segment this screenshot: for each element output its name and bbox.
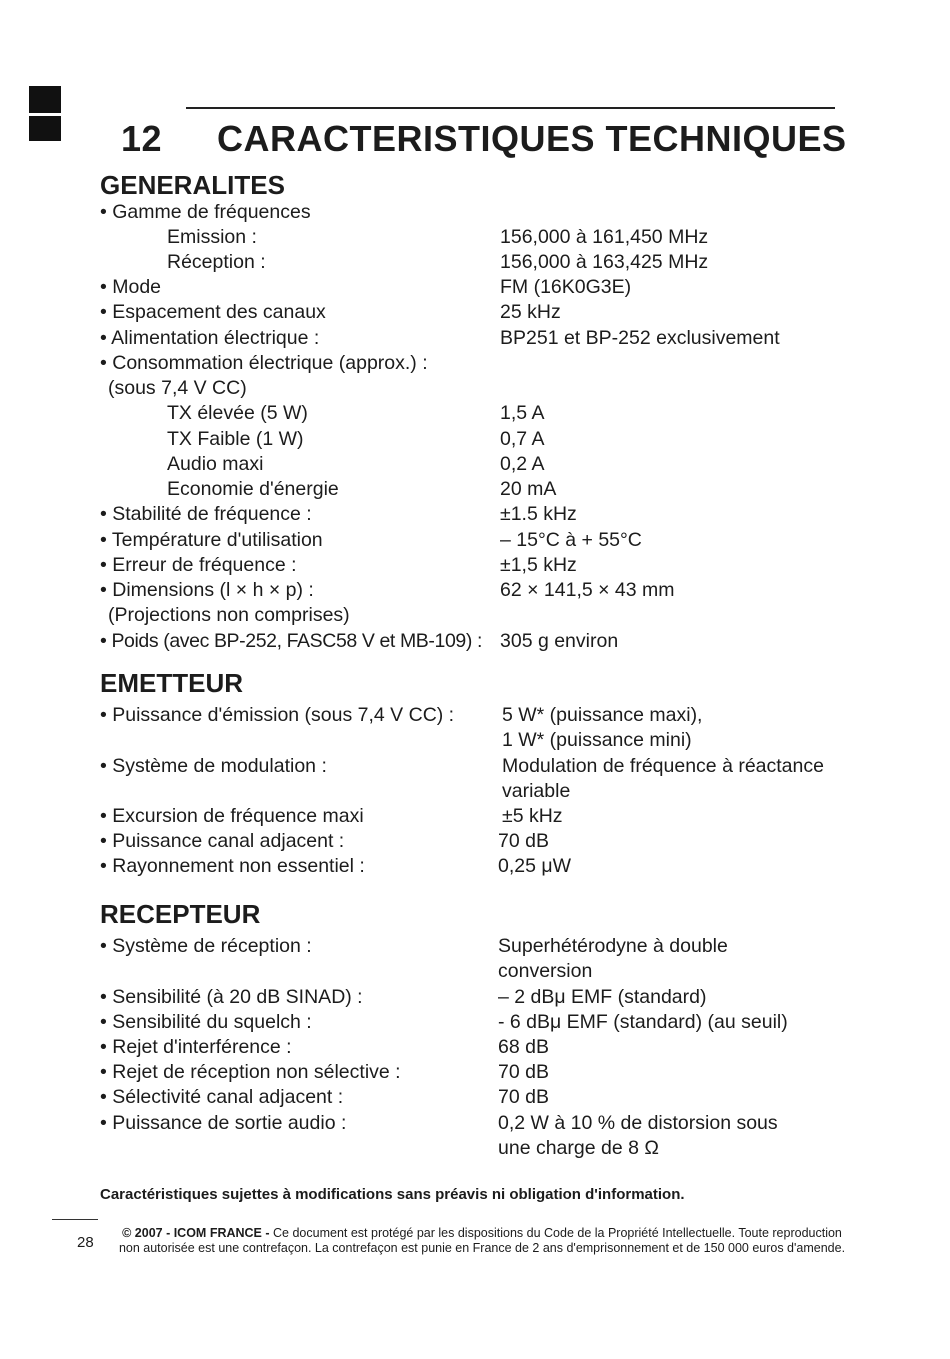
spec-value: 0,25 μW — [498, 855, 572, 877]
spec-label: • Rejet d'interférence : — [100, 1036, 292, 1058]
spec-value: – 15°C à + 55°C — [500, 529, 642, 551]
spec-label: (Projections non comprises) — [108, 604, 350, 626]
spec-label: • Système de réception : — [100, 935, 312, 957]
spec-label: • Rayonnement non essentiel : — [100, 855, 365, 877]
header-rule — [186, 107, 835, 109]
spec-value: 68 dB — [498, 1036, 549, 1058]
chapter-title: CARACTERISTIQUES TECHNIQUES — [217, 118, 847, 159]
copyright-owner: © 2007 - ICOM FRANCE - — [122, 1226, 270, 1240]
spec-label: • Gamme de fréquences — [100, 201, 311, 223]
spec-label: • Puissance de sortie audio : — [100, 1112, 347, 1134]
spec-value: ±5 kHz — [502, 805, 563, 827]
spec-value: 5 W* (puissance maxi), — [502, 704, 703, 726]
spec-label: • Mode — [100, 276, 162, 298]
copyright-text: Ce document est protégé par les dispositions du Code de la Propriété Intellectuelle. Toute reproduction non autorisée est une contrefaçon. La contrefaçon est punie en France de 2 ans d'emprisonnement et de 150 000 euros d'amende. — [118, 1226, 846, 1255]
footer-rule — [52, 1219, 98, 1220]
spec-value: variable — [502, 780, 571, 802]
spec-label: TX élevée (5 W) — [167, 402, 308, 424]
spec-label: • Poids (avec BP-252, FASC58 V et MB-109) : — [100, 630, 482, 652]
spec-value: Modulation de fréquence à réactance — [502, 755, 824, 777]
spec-label: • Alimentation électrique : — [100, 327, 320, 349]
section-title-transmitter: EMETTEUR — [100, 668, 243, 698]
spec-label: • Stabilité de fréquence : — [100, 503, 312, 525]
spec-value: 20 mA — [500, 478, 557, 500]
spec-value: ±1,5 kHz — [500, 554, 577, 576]
spec-label: • Puissance canal adjacent : — [100, 830, 345, 852]
spec-label: • Dimensions (l × h × p) : — [100, 579, 314, 601]
spec-value: Superhétérodyne à double — [498, 935, 728, 957]
spec-value: conversion — [498, 960, 593, 982]
spec-value: 305 g environ — [500, 630, 619, 652]
spec-label: • Sensibilité du squelch : — [100, 1011, 312, 1033]
spec-value: 0,2 W à 10 % de distorsion sous — [498, 1112, 778, 1134]
copyright-notice — [112, 1226, 852, 1256]
spec-value: FM (16K0G3E) — [500, 276, 632, 298]
spec-value: ±1.5 kHz — [500, 503, 577, 525]
spec-label: • Sensibilité (à 20 dB SINAD) : — [100, 986, 363, 1008]
spec-value: 70 dB — [498, 1086, 549, 1108]
section-tab-marker — [29, 116, 61, 141]
spec-label: Emission : — [167, 226, 257, 248]
spec-value: 156,000 à 163,425 MHz — [500, 251, 709, 273]
spec-value: 156,000 à 161,450 MHz — [500, 226, 709, 248]
section-title-general: GENERALITES — [100, 170, 285, 200]
spec-label: • Puissance d'émission (sous 7,4 V CC) : — [100, 704, 455, 726]
spec-label: Economie d'énergie — [167, 478, 339, 500]
section-tab-marker — [29, 86, 61, 113]
spec-value: 25 kHz — [500, 301, 561, 323]
spec-label: Audio maxi — [167, 453, 264, 475]
chapter-heading — [121, 118, 847, 160]
spec-value: - 6 dBμ EMF (standard) (au seuil) — [498, 1011, 788, 1033]
spec-value: 70 dB — [498, 830, 549, 852]
spec-value: 1 W* (puissance mini) — [502, 729, 692, 751]
spec-label: • Espacement des canaux — [100, 301, 326, 323]
spec-value: – 2 dBμ EMF (standard) — [498, 986, 707, 1008]
page-number: 28 — [77, 1234, 94, 1251]
spec-value: une charge de 8 Ω — [498, 1137, 659, 1159]
spec-label: • Rejet de réception non sélective : — [100, 1061, 401, 1083]
spec-value: 0,7 A — [500, 428, 545, 450]
spec-label: • Système de modulation : — [100, 755, 327, 777]
spec-label: Réception : — [167, 251, 266, 273]
spec-value: 62 × 141,5 × 43 mm — [500, 579, 675, 601]
specifications-notice: Caractéristiques sujettes à modifications sans préavis ni obligation d'information. — [100, 1186, 685, 1203]
spec-value: 1,5 A — [500, 402, 545, 424]
spec-label: • Consommation électrique (approx.) : — [100, 352, 428, 374]
spec-label: • Sélectivité canal adjacent : — [100, 1086, 344, 1108]
spec-label: • Température d'utilisation — [100, 529, 323, 551]
spec-label: • Excursion de fréquence maxi — [100, 805, 364, 827]
spec-label: TX Faible (1 W) — [167, 428, 304, 450]
spec-value: 0,2 A — [500, 453, 545, 475]
spec-value: 70 dB — [498, 1061, 549, 1083]
spec-label: • Erreur de fréquence : — [100, 554, 297, 576]
chapter-number: 12 — [121, 118, 163, 159]
section-title-receiver: RECEPTEUR — [100, 899, 261, 929]
spec-value: BP251 et BP-252 exclusivement — [500, 327, 780, 349]
spec-label: (sous 7,4 V CC) — [108, 377, 247, 399]
